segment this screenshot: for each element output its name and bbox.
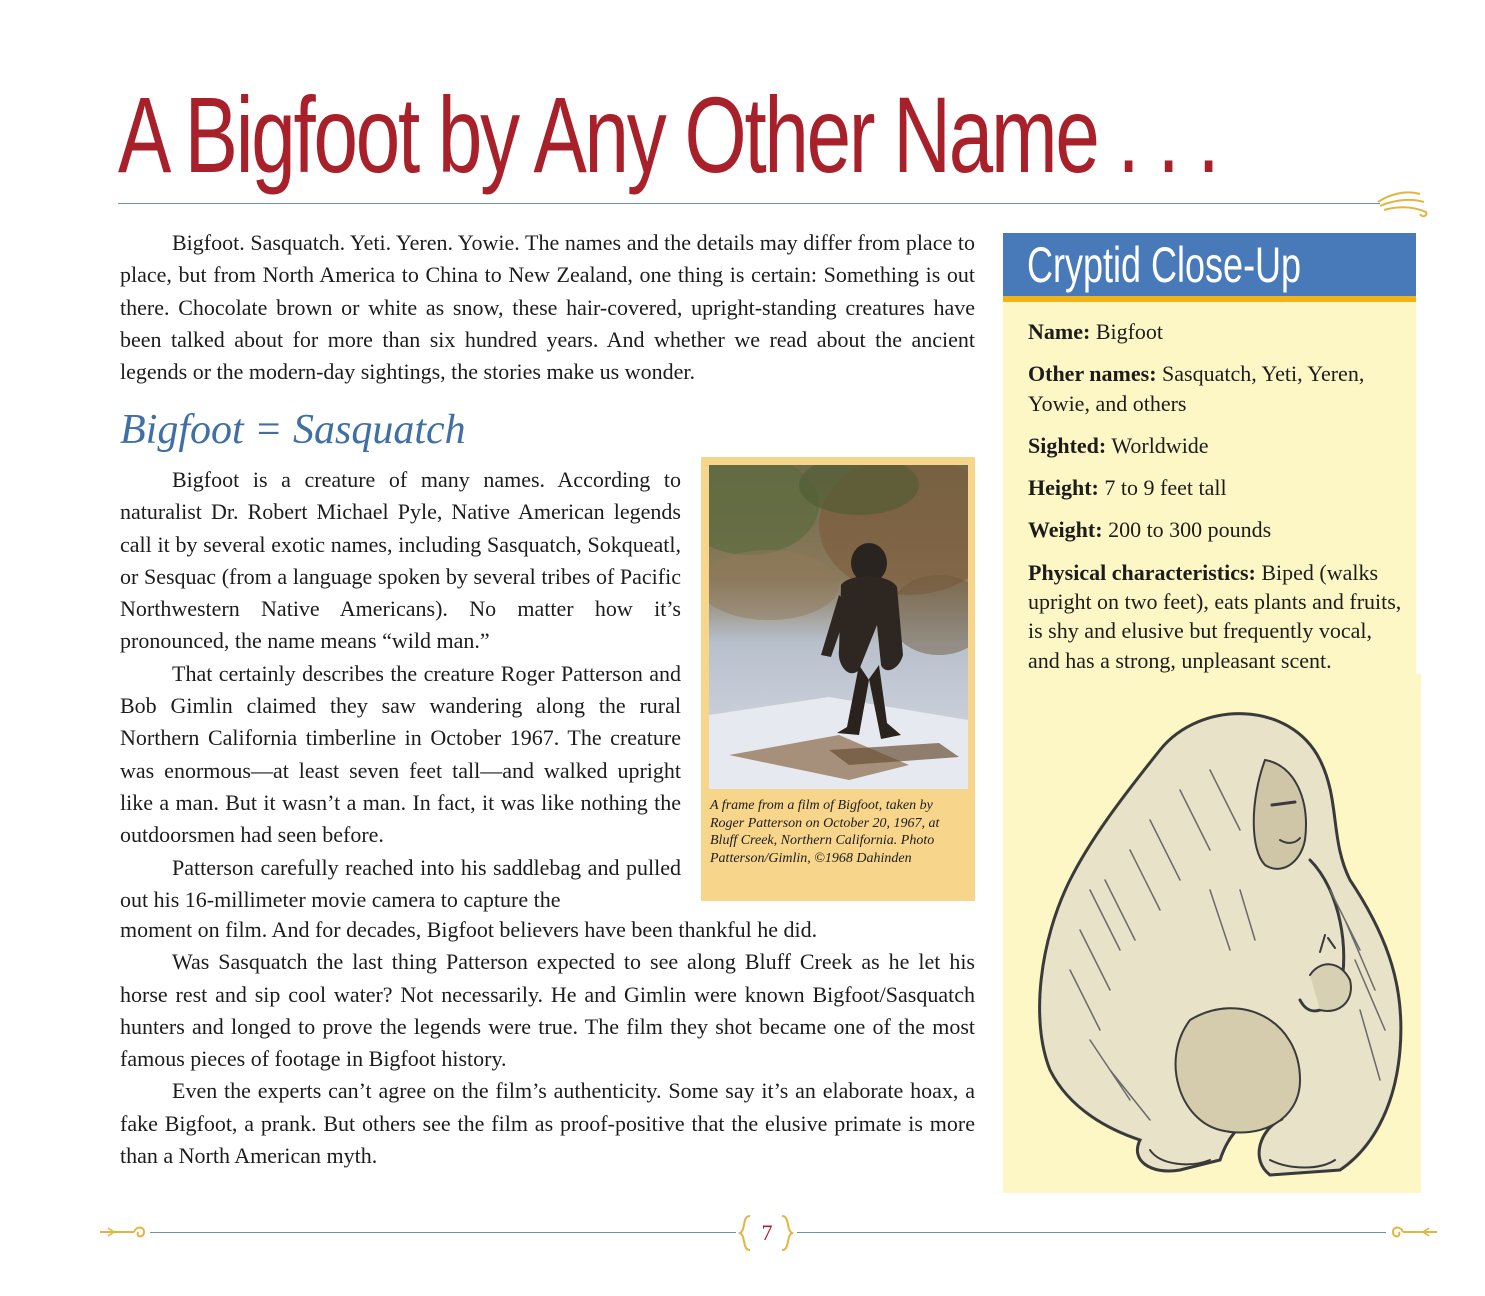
fact-value: 200 to 300 pounds (1108, 517, 1272, 543)
fact-item (1028, 515, 1408, 544)
sidebar-title: Cryptid Close-Up (1027, 237, 1302, 293)
bigfoot-photo (709, 465, 968, 789)
fact-value: Sasquatch, Yeti, Yeren, Yowie, and others (1028, 361, 1365, 416)
page-number: 7 (761, 1220, 773, 1245)
right-brace-icon (780, 1214, 794, 1252)
photo-caption: A frame from a film of Bigfoot, taken by Roger Patterson on October 20, 1967, at Bluff Creek, Northern California. Photo Patterson/Gimlin, ©1968 Dahinden (710, 798, 940, 866)
footer-rule-right (797, 1232, 1386, 1233)
narrow-column (120, 464, 681, 916)
body-paragraph: Even the experts can’t agree on the film’s authenticity. Some say it’s an elaborate hoax, a fake Bigfoot, a prank. But others see the film as proof-positive that the elusive primate is more than a North American myth. (120, 1078, 975, 1169)
fact-label: Other names: (1028, 361, 1157, 387)
fact-label: Physical characteristics: (1028, 559, 1256, 585)
fact-label: Weight: (1028, 517, 1103, 543)
flourish-ornament-icon (1376, 186, 1430, 220)
title-rule (118, 203, 1380, 204)
section-heading: Bigfoot = Sasquatch (120, 407, 466, 453)
intro-paragraph (120, 227, 975, 388)
fact-label: Name: (1028, 319, 1091, 344)
fact-value: Biped (walks upright on two feet), eats plants and fruits, is shy and elusive but frequently vocal, and has a strong, unpleasant scent. (1028, 559, 1402, 673)
footer-rule-left (150, 1232, 736, 1233)
page-title: A Bigfoot by Any Other Name . . . (118, 74, 1218, 195)
left-brace-icon (738, 1214, 752, 1252)
fact-value: 7 to 9 feet tall (1104, 475, 1227, 501)
fact-label: Sighted: (1028, 432, 1107, 458)
sidebar-header-rule (1003, 296, 1416, 302)
body-paragraph-continued: moment on film. And for decades, Bigfoot believers have been thankful he did. (120, 917, 818, 942)
footer-ornament-icon (98, 1222, 150, 1242)
body-paragraph: That certainly describes the creature Roger Patterson and Bob Gimlin claimed they saw wandering along the rural Northern California timberline in October 1967. The creature was enormous—at least seven feet tall—and walked upright like a man. But it wasn’t a man. In fact, it was like nothing the outdoorsmen had seen before. (120, 660, 681, 848)
bigfoot-sketch-illustration (1010, 690, 1410, 1185)
fact-item (1028, 558, 1408, 675)
fact-value: Bigfoot (1095, 319, 1164, 344)
fact-item (1028, 431, 1408, 460)
bigfoot-photo-image (709, 465, 968, 789)
body-paragraph: Patterson carefully reached into his saddlebag and pulled out his 16-millimeter movie camera to capture the (120, 854, 681, 912)
wide-column (120, 914, 975, 1172)
fact-value: Worldwide (1111, 432, 1209, 458)
fact-item (1028, 473, 1408, 502)
fact-item (1028, 359, 1408, 418)
fact-label: Height: (1028, 475, 1099, 501)
body-paragraph: Bigfoot is a creature of many names. According to naturalist Dr. Robert Michael Pyle, Native American legends call it by several exotic names, including Sasquatch, Sokqueatl, or Sesquac (from a language spoken by several tribes of Pacific Northwestern Native Americans). No matter how it’s pronounced, the name means “wild man.” (120, 467, 681, 654)
fact-list (1028, 317, 1408, 688)
fact-item (1028, 317, 1408, 346)
photo-figure (701, 457, 975, 901)
intro-text: Bigfoot. Sasquatch. Yeti. Yeren. Yowie. The names and the details may differ from place to place, but from North America to China to New Zealand, one thing is certain: Something is out there. Chocolate brown or white as snow, these hair-covered, upright-standing creatures have been talked about for more than six hundred years. And whether we read about the ancient legends or the modern-day sightings, the stories make us wonder. (120, 230, 975, 385)
body-paragraph: Was Sasquatch the last thing Patterson expected to see along Bluff Creek as he let his horse rest and sip cool water? Not necessarily. He and Gimlin were known Bigfoot/Sasquatch hunters and longed to prove the legends were true. The film they shot became one of the most famous pieces of footage in Bigfoot history. (120, 949, 975, 1072)
footer-ornament-icon (1387, 1222, 1439, 1242)
